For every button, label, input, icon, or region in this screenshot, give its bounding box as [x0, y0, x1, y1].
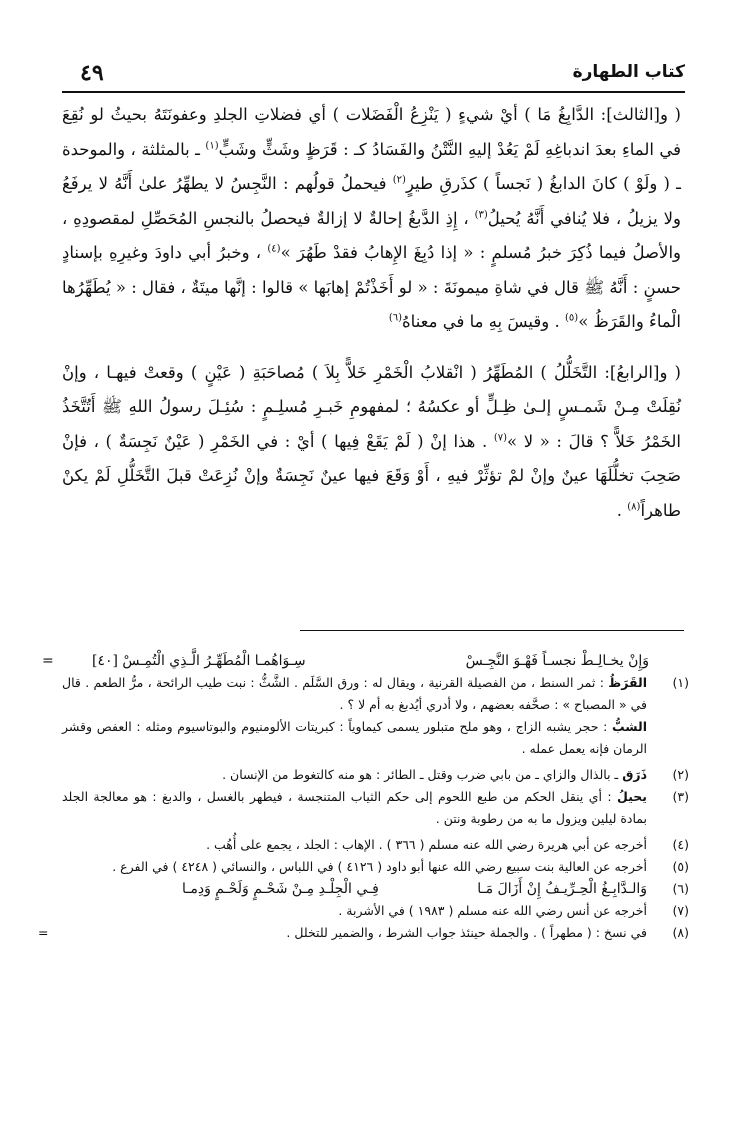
footnote-ref[interactable]: (٢)	[392, 174, 406, 186]
footnote-number: (١)	[672, 675, 689, 690]
footnote-3: (٣) يحيلُ : أي ينقل الحكم من طبع اللحوم إلى حكم الثياب المتنجسة ، فيطهر بالغسل ، والدبغ : هو معالجة الجلد بمادة ليلين ويزول ما به من رطوبة ونتن .	[62, 786, 689, 830]
footnote-ref[interactable]: (٦)	[388, 312, 403, 324]
paragraph-fourth-purifier: ( و[الرابعُ]: التَّخَلُّلُ ) المُطَهِّرُ ( انْقلابُ الْخَمْرِ خَلاًّ بِلاَ ) مُصاحَبَةِ ( عَيْنٍ ) وقعتْ فيهـا ، وإنْ نُقِلَتْ مِـنْ شَمـسٍ إلـىٰ ظِـلٍّ أو عكسُهُ ؛ لمفهومِ خَبـرِ مُسلِـمٍ : سُئِـلَ رسولُ اللهِ ﷺ أَتُتَّخَذُ الخَمْرُ خَلاًّ ؟ قالَ : « لا »$^{(٧)}$ . هذا إنْ ( لَمْ يَقَعْ فِيها ) أيْ : في الخَمْرِ ( عَيْنٌ نَجِسَةٌ ) ، فإنْ صَحِبَ تخلُّلَهَا عينٌ وإنْ لمْ تؤثِّرْ فيهِ ، أَوْ وَقَعَ فيها عينٌ نَجِسَةٌ وإنْ نُزِعَتْ قبلَ التَّخَلُّلِ لَمْ يكنْ طاهراً$^{(٨)}$ .	[62, 362, 682, 520]
footnote-number: (٧)	[672, 903, 689, 918]
footnote-8: (٨) في نسخ : ( مطهراً ) . والجملة حينئذ جواب الشرط ، والضمير للتخلل . =	[62, 922, 689, 944]
footnote-number: (٨)	[672, 925, 689, 940]
main-text	[62, 98, 681, 528]
footnote-4: (٤) أخرجه عن أبي هريرة رضي الله عنه مسلم ( ٣٦٦ ) . الإهاب : الجلد ، يجمع على أُهُب .	[62, 834, 689, 856]
footnote-divider	[300, 630, 684, 631]
continuation-marker: =	[42, 653, 54, 669]
continuation-marker: =	[38, 925, 49, 940]
page-header	[62, 60, 685, 90]
footnote-number: (٣)	[672, 789, 689, 804]
verse-line: وَإِنْ يخـالِـطْ نجسـاً فَهْـوَ النَّجِـسْ سِـوَاهُمـا الْمُطَهِّـرُ الَّـذِي الْتُمِـسْ [٤٠] =	[62, 650, 689, 672]
footnote-number: (٤)	[672, 837, 689, 852]
footnotes-section	[38, 650, 689, 944]
footnote-number: (٢)	[672, 767, 689, 782]
footnote-1: (١) القَرَظُ : ثمر السنط ، من الفصيلة القرنية ، ويقال له : ورق السَّلَم . الشَّثُّ : نبت طيب الرائحة ، مرُّ الطعم . قال في « المصباح » : صحَّفه بعضهم ، ولا أدري أيُدبغ به أم لا ؟ . الشبُّ : حجر يشبه الزاج ، وهو ملح متبلور يسمى كيماوياً : كبريتات الألومنيوم والبوتاسيوم ومثله : العفص وقشر الرمان فإنه يعمل عمله .	[62, 672, 689, 760]
footnote-ref[interactable]: (١)	[205, 140, 219, 151]
header-divider	[62, 91, 685, 93]
footnote-ref[interactable]: (٥)	[565, 312, 579, 324]
footnote-6: (٦) وَالـدَّابِـغُ الْحِـرِّيـفُ إِنْ أَزَالَ مَـا فِـي الْجِلْـدِ مِـنْ شَحْـمٍ وَلَحْـمٍ وَدِمـا	[62, 878, 689, 900]
page-number: ٤٩	[80, 60, 104, 86]
footnote-5: (٥) أخرجه عن العالية بنت سبيع رضي الله عنها أبو داود ( ٤١٢٦ ) في اللباس ، والنسائي ( ٤٢٤٨ ) في الفرع .	[62, 856, 689, 878]
footnote-7: (٧) أخرجه عن أنس رضي الله عنه مسلم ( ١٩٨٣ ) في الأشربة .	[62, 900, 689, 922]
footnote-number: (٥)	[672, 859, 689, 874]
footnote-ref[interactable]: (٤)	[267, 243, 281, 255]
paragraph-third-purifier: ( و[الثالث]: الدَّابِغُ مَا ) أيْ شيءٍ ( يَنْزِعُ الْفَضَلات ) أي فضلاتِ الجلدِ وعفونَتَهُ بحيثُ لو نُقِعَ في الماءِ بعدَ اندباغِهِ لَمْ يَعُدْ إليهِ النَّتْنُ والفَسَادُ كـ : قَرَظٍ وشَثٍّ وشَبٍّ$^{(١)}$ ـ بالمثلثة ، والموحدة ـ ( ولَوْ ) كانَ الدابغُ ( نَجساً ) كذَرقِ طيرٍ$^{(٢)}$ فيحملُ قولُهم : النَّجِسُ لا يطهِّرُ علىٰ أَنَّهُ لا يرفَعُ ولا يزيلُ ، فلا يُنافي أَنَّهُ يُحيلُ$^{(٣)}$ ، إِذِ الدَّبغُ إحالةٌ لا إزالةٌ فيحصلُ بالنجسِ المُحَصِّلِ لمقصودِهِ ، والأصلُ فيما ذُكِرَ خبرُ مُسلمٍ : « إذا دُبِغَ الإِهابُ فقدْ طَهُرَ »$^{(٤)}$ ، وخبرُ أبي داودَ وغيرِهِ بإسنادٍ حسنٍ : أَنَّهُ ﷺ قال في شاةِ ميمونَةَ : « لو أَخَذْتُمْ إهابَها » قالوا : إنَّها ميتَةٌ ، فقال : « يُطَهِّرُها الْماءُ والقَرَظُ »$^{(٥)}$ . وقيسَ بِهِ ما في معناهُ$^{(٦)}$	[62, 105, 681, 331]
footnote-ref[interactable]: (٨)	[627, 501, 641, 512]
footnote-number: (٦)	[672, 881, 689, 896]
footnote-ref[interactable]: (٣)	[474, 209, 488, 220]
footnote-2: (٢) ذَرَق ـ بالذال والزاي ـ من بابي ضرب وقتل ـ الطائر : هو منه كالتغوط من الإنسان .	[62, 764, 689, 786]
book-title: كتاب الطهارة	[572, 62, 685, 82]
footnote-ref[interactable]: (٧)	[493, 432, 508, 443]
